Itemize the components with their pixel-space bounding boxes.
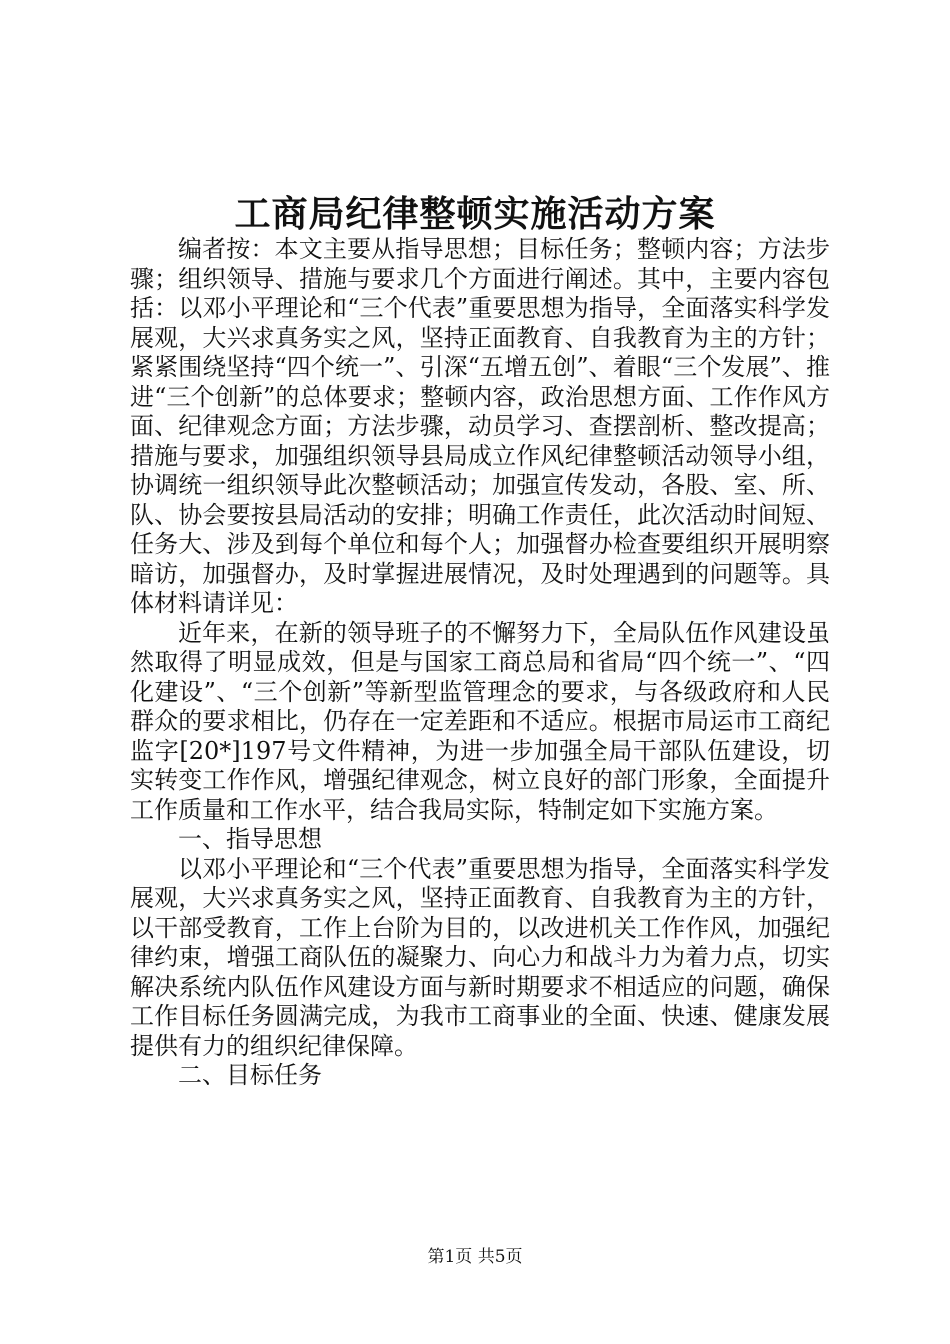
paragraph-intro: 近年来，在新的领导班子的不懈努力下，全局队伍作风建设虽然取得了明显成效，但是与国家工商总局和省局“四个统一”、“四化建设”、“三个创新”等新型监管理念的要求，与各级政府和人民群众的要求相比，仍存在一定差距和不适应。根据市局运市工商纪监字[20*]197号文件精神，为进一步加强全局干部队伍建设，切实转变工作作风，增强纪律观念，树立良好的部门形象，全面提升工作质量和工作水平，结合我局实际，特制定如下实施方案。 <box>130 618 830 824</box>
section-heading-objectives: 二、目标任务 <box>178 1061 322 1089</box>
section-heading-guiding-thought: 一、指导思想 <box>178 825 322 853</box>
document-body <box>130 235 830 1091</box>
paragraph-editor-note: 编者按：本文主要从指导思想；目标任务；整顿内容；方法步骤；组织领导、措施与要求几个方面进行阐述。其中，主要内容包括：以邓小平理论和“三个代表”重要思想为指导，全面落实科学发展观，大兴求真务实之风，坚持正面教育、自我教育为主的方针；紧紧围绕坚持“四个统一”、引深“五增五创”、着眼“三个发展”、推进“三个创新”的总体要求；整顿内容，政治思想方面、工作作风方面、纪律观念方面；方法步骤，动员学习、查摆剖析、整改提高；措施与要求，加强组织领导县局成立作风纪律整顿活动领导小组，协调统一组织领导此次整顿活动；加强宣传发动，各股、室、所、队、协会要按县局活动的安排；明确工作责任，此次活动时间短、任务大、涉及到每个单位和每个人；加强督办检查要组织开展明察暗访，加强督办，及时掌握进展情况，及时处理遇到的问题等。具体材料请详见： <box>130 235 830 617</box>
page-footer: 第1页 共5页 <box>427 1247 523 1267</box>
paragraph-guiding-thought: 以邓小平理论和“三个代表”重要思想为指导，全面落实科学发展观，大兴求真务实之风，坚持正面教育、自我教育为主的方针，以干部受教育，工作上台阶为目的，以改进机关工作作风，加强纪律约束，增强工商队伍的凝聚力、向心力和战斗力为着力点，切实解决系统内队伍作风建设方面与新时期要求不相适应的问题，确保工作目标任务圆满完成，为我市工商事业的全面、快速、健康发展提供有力的组织纪律保障。 <box>130 854 830 1060</box>
document-title: 工商局纪律整顿实施活动方案 <box>234 193 716 235</box>
